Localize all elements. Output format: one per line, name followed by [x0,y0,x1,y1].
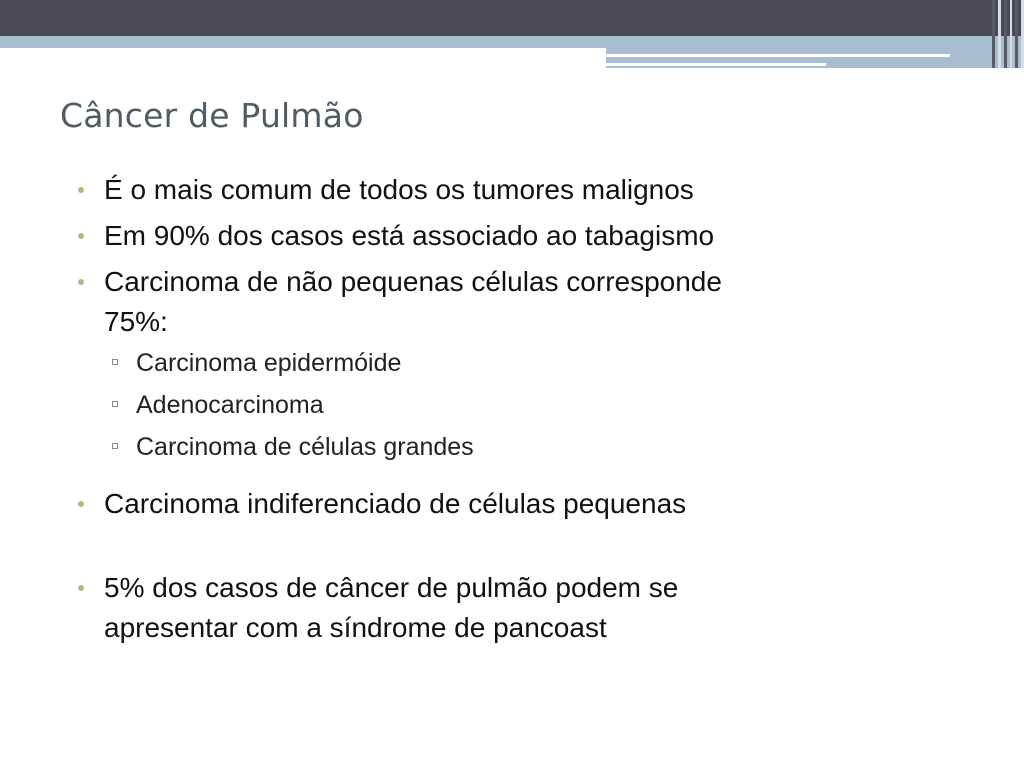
bullet-dot-icon [78,501,84,507]
sub-bullet-item [104,348,874,378]
bullet-text-line2: 75%: [104,306,168,337]
square-bullet-icon [112,401,118,407]
sub-bullet-list [104,348,874,462]
bullet-text: É o mais comum de todos os tumores malignos [104,174,694,205]
bullet-text-line2: apresentar com a síndrome de pancoast [104,612,607,643]
bullet-text: Em 90% dos casos está associado ao tabagismo [104,220,715,251]
sub-bullet-text: Adenocarcinoma [136,391,324,419]
bullet-dot-icon [78,233,84,239]
bullet-list [74,170,874,648]
bullet-dot-icon [78,279,84,285]
sub-bullet-item [104,390,874,420]
bullet-dot-icon [78,187,84,193]
sub-bullet-item [104,432,874,462]
header-line-decor-2 [606,63,826,66]
slide-title: Câncer de Pulmão [60,96,364,135]
square-bullet-icon [112,443,118,449]
bullet-text-line1: 5% dos casos de câncer de pulmão podem se [104,572,679,603]
bullet-text-line1: Carcinoma de não pequenas células corresponde [104,266,722,297]
header-line-decor [606,54,950,57]
slide-body [74,170,874,654]
sub-bullet-text: Carcinoma epidermóide [136,349,402,377]
bullet-item [74,484,874,524]
bullet-dot-icon [78,585,84,591]
header-bar-dark [0,0,1024,36]
bullet-item [74,170,874,210]
bullet-item [74,216,874,256]
bullet-item [74,568,874,648]
square-bullet-icon [112,359,118,365]
right-stripes-decor [992,0,1024,68]
sub-bullet-text: Carcinoma de células grandes [136,433,474,461]
bullet-text: Carcinoma indiferenciado de células pequenas [104,488,687,519]
header-bar-light [0,36,1024,48]
bullet-item [74,262,874,462]
